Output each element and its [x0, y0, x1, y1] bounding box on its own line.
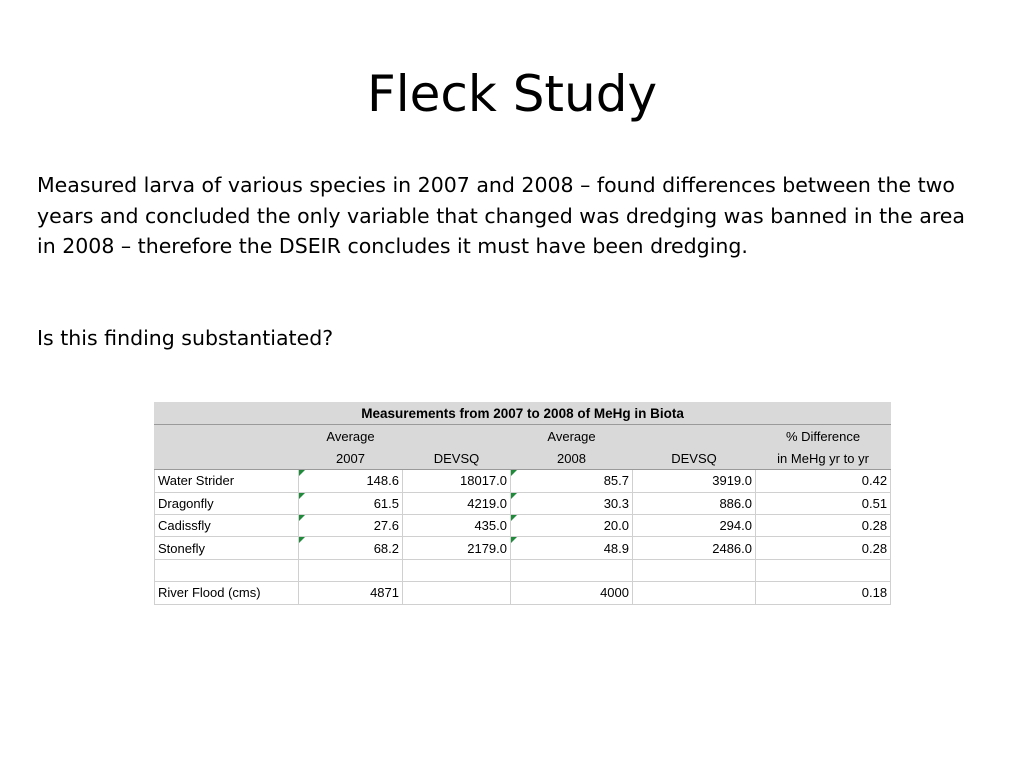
value-cell: 148.6	[299, 470, 403, 492]
header-cell: Average	[511, 425, 633, 447]
header-cell: DEVSQ	[633, 447, 756, 469]
blank-cell	[155, 559, 299, 581]
value-cell: 0.42	[756, 470, 891, 492]
table-header-row-1	[155, 425, 891, 447]
value-cell: 27.6	[299, 514, 403, 536]
header-cell: DEVSQ	[403, 447, 511, 469]
table-flood-row	[155, 582, 891, 604]
header-cell: 2007	[299, 447, 403, 469]
blank-cell	[299, 559, 403, 581]
value-cell: 886.0	[633, 492, 756, 514]
species-cell: Dragonfly	[155, 492, 299, 514]
value-cell: 4871	[299, 582, 403, 604]
value-cell: 0.51	[756, 492, 891, 514]
value-cell: 85.7	[511, 470, 633, 492]
header-cell	[403, 425, 511, 447]
measurements-table	[154, 402, 891, 605]
value-cell	[633, 582, 756, 604]
value-cell: 294.0	[633, 514, 756, 536]
value-cell: 48.9	[511, 537, 633, 559]
blank-cell	[633, 559, 756, 581]
value-cell: 61.5	[299, 492, 403, 514]
table-row	[155, 514, 891, 536]
header-cell: 2008	[511, 447, 633, 469]
header-cell	[633, 425, 756, 447]
value-cell: 0.18	[756, 582, 891, 604]
measurements-table-container	[154, 402, 890, 605]
slide-body	[37, 170, 987, 353]
table-row	[155, 492, 891, 514]
value-cell: 68.2	[299, 537, 403, 559]
table-header-row-2	[155, 447, 891, 469]
value-cell: 30.3	[511, 492, 633, 514]
header-cell: in MeHg yr to yr	[756, 447, 891, 469]
flood-label-cell: River Flood (cms)	[155, 582, 299, 604]
species-cell: Stonefly	[155, 537, 299, 559]
value-cell: 0.28	[756, 514, 891, 536]
slide-question: Is this finding substantiated?	[37, 325, 334, 350]
value-cell: 0.28	[756, 537, 891, 559]
value-cell: 18017.0	[403, 470, 511, 492]
value-cell: 20.0	[511, 514, 633, 536]
species-cell: Cadissfly	[155, 514, 299, 536]
header-cell: % Difference	[756, 425, 891, 447]
value-cell: 2486.0	[633, 537, 756, 559]
species-cell: Water Strider	[155, 470, 299, 492]
value-cell	[403, 582, 511, 604]
header-cell	[155, 425, 299, 447]
value-cell: 435.0	[403, 514, 511, 536]
blank-cell	[511, 559, 633, 581]
slide-paragraph: Measured larva of various species in 2007 and 2008 – found differences between the two years and concluded the only variable that changed was dredging was banned in the area in 2008 – therefore the DSEIR concludes it must have been dredging.	[37, 173, 965, 258]
header-cell: Average	[299, 425, 403, 447]
table-blank-row	[155, 559, 891, 581]
value-cell: 2179.0	[403, 537, 511, 559]
slide-title: Fleck Study	[366, 65, 658, 123]
blank-cell	[403, 559, 511, 581]
header-cell	[155, 447, 299, 469]
table-row	[155, 470, 891, 492]
blank-cell	[756, 559, 891, 581]
value-cell: 3919.0	[633, 470, 756, 492]
value-cell: 4219.0	[403, 492, 511, 514]
table-row	[155, 537, 891, 559]
value-cell: 4000	[511, 582, 633, 604]
table-banner-row	[155, 403, 891, 425]
table-banner: Measurements from 2007 to 2008 of MeHg in Biota	[155, 403, 891, 425]
